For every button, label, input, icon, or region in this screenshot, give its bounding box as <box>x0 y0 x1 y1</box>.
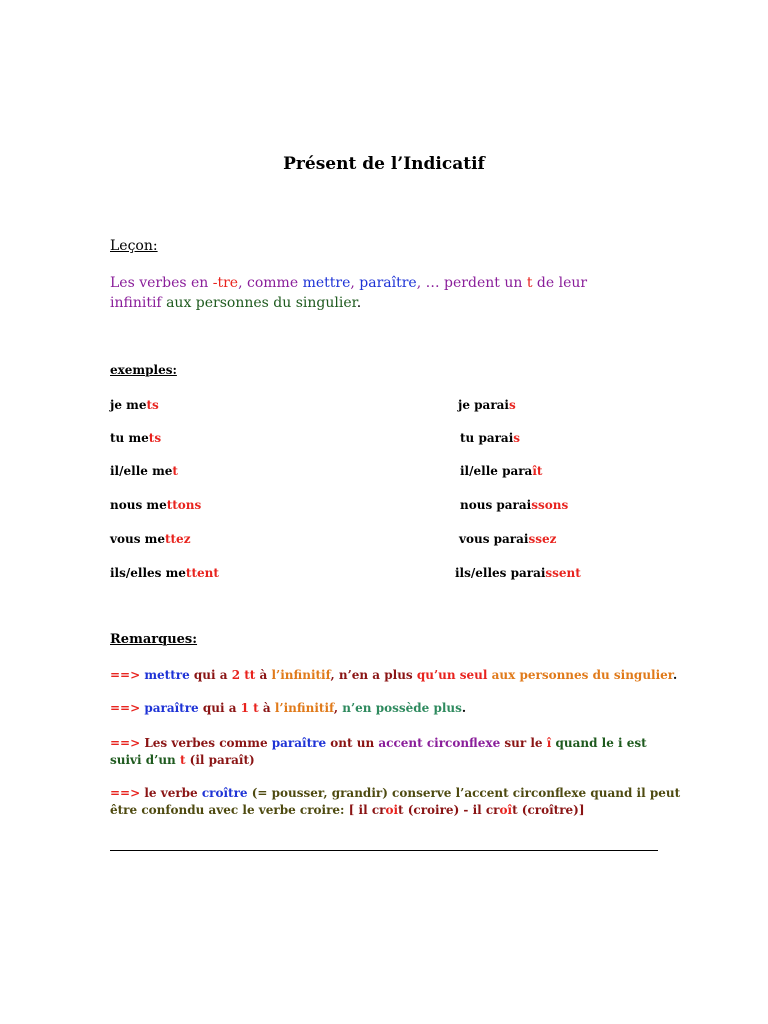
remark-part: suivi d’un <box>110 753 180 767</box>
lesson-part: , <box>350 275 360 291</box>
remark-part: 2 tt <box>231 668 256 682</box>
conjugation-paraitre <box>459 532 556 546</box>
arrow: ==> <box>110 736 145 750</box>
stem: je me <box>110 398 147 412</box>
remark-part: 1 t <box>240 701 259 715</box>
remark-part: accent circonflexe <box>378 736 501 750</box>
remark-part: î <box>546 736 552 750</box>
remark-part: t <box>179 753 186 767</box>
exemples-header: exemples: <box>110 363 177 377</box>
page-title: Présent de l’Indicatif <box>283 154 485 174</box>
ending: ttons <box>166 498 202 512</box>
ending: ssez <box>528 532 557 546</box>
stem: nous parai <box>460 498 532 512</box>
stem: nous me <box>110 498 167 512</box>
remark-part: à <box>258 701 275 715</box>
remark-part: sur le <box>500 736 547 750</box>
remark-part: Les verbes comme <box>144 736 272 750</box>
ending: s <box>508 398 516 412</box>
remark-part: l’infinitif <box>271 668 331 682</box>
stem: ils/elles me <box>110 566 186 580</box>
remark-part: , n’en a plus <box>330 668 417 682</box>
ending: s <box>513 431 521 445</box>
lesson-part: aux personnes du singulier <box>161 295 357 311</box>
conjugation-paraitre <box>455 566 581 580</box>
remark-part: n’en possède plus <box>342 701 462 715</box>
remark-part: le verbe <box>144 786 202 800</box>
stem: vous me <box>110 532 165 546</box>
lesson-part: , … perdent un <box>416 275 527 291</box>
remark-part: aux personnes du singulier <box>491 668 674 682</box>
remark-part: mettre <box>144 668 190 682</box>
lesson-part: mettre <box>302 275 351 291</box>
ending: ttent <box>185 566 219 580</box>
remark-part: l’infinitif <box>274 701 334 715</box>
lesson-part: de leur <box>532 275 588 291</box>
remark-part: qui a <box>189 668 232 682</box>
lesson-part: Les verbes en <box>110 275 213 291</box>
conjugation-paraitre <box>460 498 568 512</box>
lesson-text <box>110 273 670 313</box>
ending: ttez <box>164 532 191 546</box>
remark-part: t (croître)] <box>512 803 585 817</box>
remarque-1 <box>110 667 677 684</box>
stem: tu me <box>110 431 149 445</box>
stem: il/elle me <box>110 464 173 478</box>
horizontal-rule <box>110 850 658 851</box>
remark-part: qu’un seul <box>416 668 488 682</box>
remark-part: à <box>255 668 272 682</box>
stem: vous parai <box>459 532 529 546</box>
lesson-part: . <box>356 295 362 311</box>
ending: ts <box>146 398 159 412</box>
remarques-header: Remarques: <box>110 632 198 647</box>
remark-part: (il paraît) <box>185 753 255 767</box>
conjugation-mettre <box>110 498 201 512</box>
ending: ts <box>148 431 162 445</box>
stem: tu parai <box>460 431 514 445</box>
arrow: ==> <box>110 668 145 682</box>
remark-part: qui a <box>198 701 241 715</box>
lesson-part: paraître <box>359 275 417 291</box>
lesson-part: infinitif <box>110 295 162 311</box>
stem: il/elle para <box>460 464 533 478</box>
remark-part: croître <box>201 786 248 800</box>
conjugation-mettre <box>110 431 161 445</box>
remark-part: . <box>461 701 467 715</box>
remark-part: être confondu avec le verbe croire: <box>110 803 349 817</box>
conjugation-mettre <box>110 566 219 580</box>
ending: ît <box>532 464 543 478</box>
conjugation-paraitre <box>460 431 520 445</box>
remark-part: oî <box>499 803 513 817</box>
conjugation-mettre <box>110 464 178 478</box>
remark-part: paraître <box>144 701 199 715</box>
remark-part: t (croire) - il cr <box>398 803 500 817</box>
remarque-3 <box>110 735 647 769</box>
remark-part: oi <box>385 803 399 817</box>
arrow: ==> <box>110 701 145 715</box>
remark-part: quand le i est <box>551 736 647 750</box>
ending: ssons <box>531 498 569 512</box>
lecon-header: Leçon: <box>110 238 158 254</box>
ending: t <box>172 464 178 478</box>
remark-part: paraître <box>271 736 327 750</box>
lesson-part: , comme <box>238 275 303 291</box>
stem: je parai <box>458 398 509 412</box>
conjugation-paraitre <box>458 398 516 412</box>
remarque-2 <box>110 700 466 717</box>
remark-part: [ il cr <box>348 803 386 817</box>
remark-part: (= pousser, grandir) conserve l’accent circonflexe quand il peut <box>247 786 681 800</box>
ending: ssent <box>545 566 581 580</box>
remark-part: , <box>333 701 343 715</box>
conjugation-paraitre <box>460 464 542 478</box>
remark-part: . <box>673 668 678 682</box>
lesson-part: -tre <box>212 275 239 291</box>
stem: ils/elles parai <box>455 566 546 580</box>
conjugation-mettre <box>110 398 159 412</box>
arrow: ==> <box>110 786 145 800</box>
remarque-4 <box>110 785 680 819</box>
conjugation-mettre <box>110 532 191 546</box>
lesson-part: t <box>526 275 533 291</box>
remark-part: ont un <box>326 736 379 750</box>
